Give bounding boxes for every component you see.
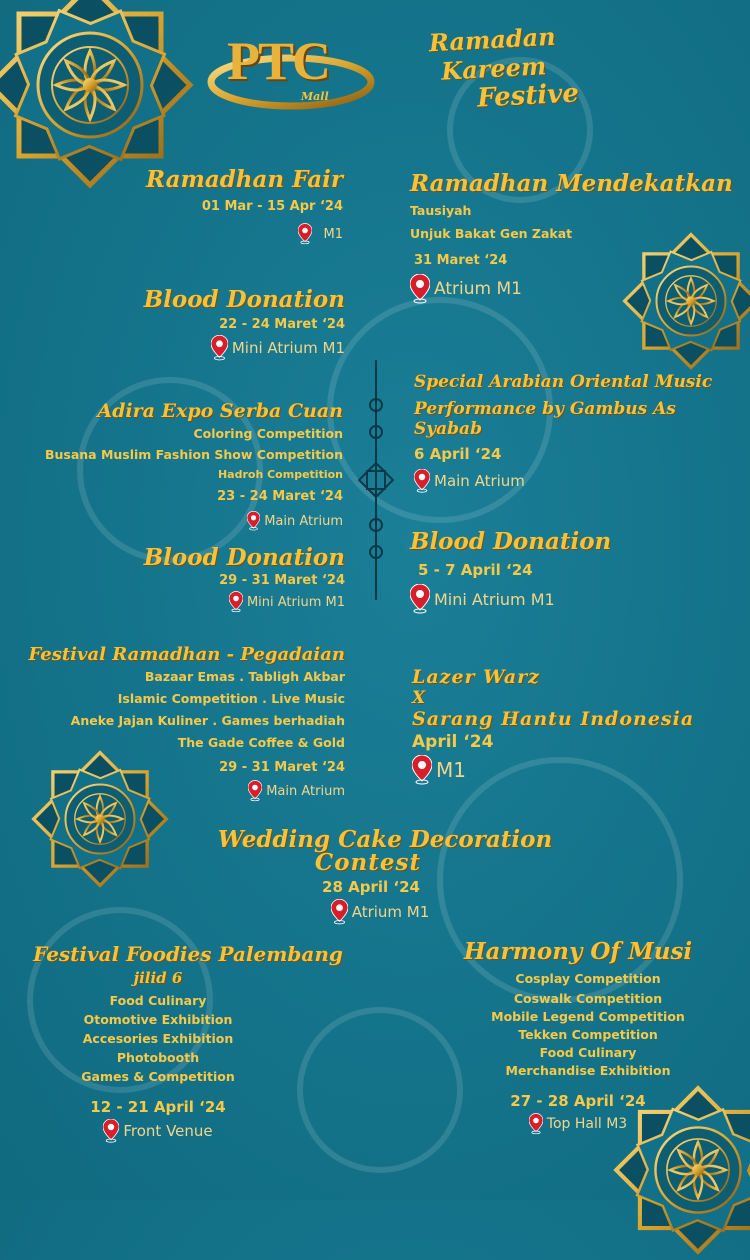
event-title: Ramadhan Mendekatkan xyxy=(410,170,733,197)
location-label: M1 xyxy=(323,226,343,242)
event-location xyxy=(414,469,525,493)
logo-subtext: Mall xyxy=(301,90,329,103)
event-detail: Unjuk Bakat Gen Zakat xyxy=(410,226,573,241)
event-detail: Bazaar Emas . Tabligh Akbar xyxy=(144,669,345,684)
event-date: 01 Mar - 15 Apr ‘24 xyxy=(201,199,343,214)
event-date: 28 April ‘24 xyxy=(322,878,420,896)
location-label: Atrium M1 xyxy=(351,903,430,921)
location-pin-icon xyxy=(414,469,430,493)
event-location xyxy=(211,335,345,361)
event-detail: Merchandise Exhibition xyxy=(505,1063,671,1078)
event-detail: Cosplay Competition xyxy=(515,971,661,986)
location-label: Main Atrium xyxy=(434,472,525,490)
festive-title-line1: Ramadan Kareem xyxy=(428,21,557,86)
event-detail: Accesories Exhibition xyxy=(82,1031,234,1046)
event-detail: Hadroh Competition xyxy=(217,468,343,481)
event-date: 29 - 31 Maret ‘24 xyxy=(219,760,345,775)
event-location xyxy=(331,899,430,925)
event-date: April ‘24 xyxy=(412,732,494,752)
event-date: 6 April ‘24 xyxy=(414,445,502,463)
event-location xyxy=(229,591,345,613)
event-blood-donation-2 xyxy=(80,544,345,617)
event-detail: Mobile Legend Competition xyxy=(491,1009,685,1024)
event-detail: Food Culinary xyxy=(539,1045,637,1060)
event-blood-donation-1 xyxy=(80,286,345,365)
festive-title xyxy=(388,21,598,114)
location-pin-icon xyxy=(410,274,430,304)
event-title: Lazer Warz xyxy=(412,666,540,688)
event-location xyxy=(412,755,466,785)
location-pin-icon xyxy=(103,1119,119,1143)
event-detail: Games & Competition xyxy=(81,1069,235,1084)
event-detail: Photobooth xyxy=(116,1050,200,1065)
mall-logo xyxy=(205,28,385,113)
event-location xyxy=(103,1119,212,1143)
location-pin-icon xyxy=(529,1113,543,1135)
location-pin-icon xyxy=(247,511,260,531)
event-title: Performance by Gambus As Syabab xyxy=(414,399,676,439)
logo-text: PTC xyxy=(227,31,329,91)
location-label: Atrium M1 xyxy=(434,279,522,299)
event-title: Contest xyxy=(314,849,422,876)
event-detail: The Gade Coffee & Gold xyxy=(177,735,345,750)
event-location xyxy=(529,1113,627,1135)
event-title: Festival Ramadhan - Pegadaian xyxy=(28,644,345,665)
event-title: Blood Donation xyxy=(143,544,345,571)
location-pin-icon xyxy=(331,899,348,925)
event-detail: Tekken Competition xyxy=(518,1027,658,1042)
event-detail: Islamic Competition . Live Music xyxy=(117,691,345,706)
location-label: Mini Atrium M1 xyxy=(246,594,345,610)
event-title: Blood Donation xyxy=(143,286,345,313)
event-title: X xyxy=(412,688,426,708)
location-label: Main Atrium xyxy=(264,513,343,529)
event-detail: Otomotive Exhibition xyxy=(83,1012,233,1027)
event-blood-donation-3 xyxy=(410,528,710,618)
event-location xyxy=(410,584,555,614)
event-location xyxy=(298,223,344,245)
event-harmony-musi xyxy=(448,938,728,1139)
location-label: Mini Atrium M1 xyxy=(231,339,345,357)
location-pin-icon xyxy=(248,780,262,802)
location-pin-icon xyxy=(410,584,430,614)
event-title: Ramadhan Fair xyxy=(145,166,343,193)
location-pin-icon xyxy=(229,591,243,613)
event-detail: Busana Muslim Fashion Show Competition xyxy=(44,447,343,462)
event-date: 22 - 24 Maret ‘24 xyxy=(219,317,345,332)
location-pin-icon xyxy=(298,223,312,245)
event-wedding-cake xyxy=(200,826,570,929)
event-detail: Coloring Competition xyxy=(193,426,343,441)
event-date: 27 - 28 April ‘24 xyxy=(510,1092,646,1110)
event-date: 23 - 24 Maret ‘24 xyxy=(217,489,343,504)
event-detail: Tausiyah xyxy=(410,203,472,218)
event-title: Sarang Hantu Indonesia xyxy=(412,708,695,730)
event-festival-pegadaian xyxy=(20,644,345,806)
event-date: 5 - 7 April ‘24 xyxy=(418,561,533,579)
event-detail: Food Culinary xyxy=(109,993,207,1008)
event-ramadhan-mendekatkan xyxy=(410,170,740,308)
event-adira-expo xyxy=(20,400,343,535)
event-title: Wedding Cake Decoration xyxy=(217,826,553,853)
location-label: M1 xyxy=(436,758,466,782)
event-foodies-palembang xyxy=(28,942,348,1147)
event-location xyxy=(247,511,343,531)
event-title: Special Arabian Oriental Music xyxy=(414,372,713,392)
location-pin-icon xyxy=(211,335,228,361)
event-detail: Coswalk Competition xyxy=(513,991,663,1006)
event-date: 31 Maret ‘24 xyxy=(414,253,508,268)
location-pin-icon xyxy=(412,755,432,785)
event-title: Adira Expo Serba Cuan xyxy=(97,400,343,422)
location-label: Front Venue xyxy=(123,1122,213,1140)
event-lazer-warz xyxy=(412,666,732,789)
location-label: Mini Atrium M1 xyxy=(434,589,555,609)
event-detail: Aneke Jajan Kuliner . Games berhadiah xyxy=(70,713,345,728)
event-title: Festival Foodies Palembang xyxy=(33,942,343,966)
center-divider xyxy=(358,360,394,600)
festive-title-line2: Festive xyxy=(476,78,580,114)
location-label: Top Hall M3 xyxy=(546,1116,628,1132)
event-title: Harmony Of Musi xyxy=(463,938,693,965)
event-date: 12 - 21 April ‘24 xyxy=(90,1098,226,1116)
event-location xyxy=(410,274,522,304)
event-date: 29 - 31 Maret ‘24 xyxy=(219,573,345,588)
location-label: Main Atrium xyxy=(266,783,345,799)
event-location xyxy=(248,780,345,802)
event-subtitle: jilid 6 xyxy=(133,969,183,987)
event-ramadhan-fair xyxy=(100,166,343,249)
event-title: Blood Donation xyxy=(410,528,612,555)
event-arabian-music xyxy=(414,372,744,497)
